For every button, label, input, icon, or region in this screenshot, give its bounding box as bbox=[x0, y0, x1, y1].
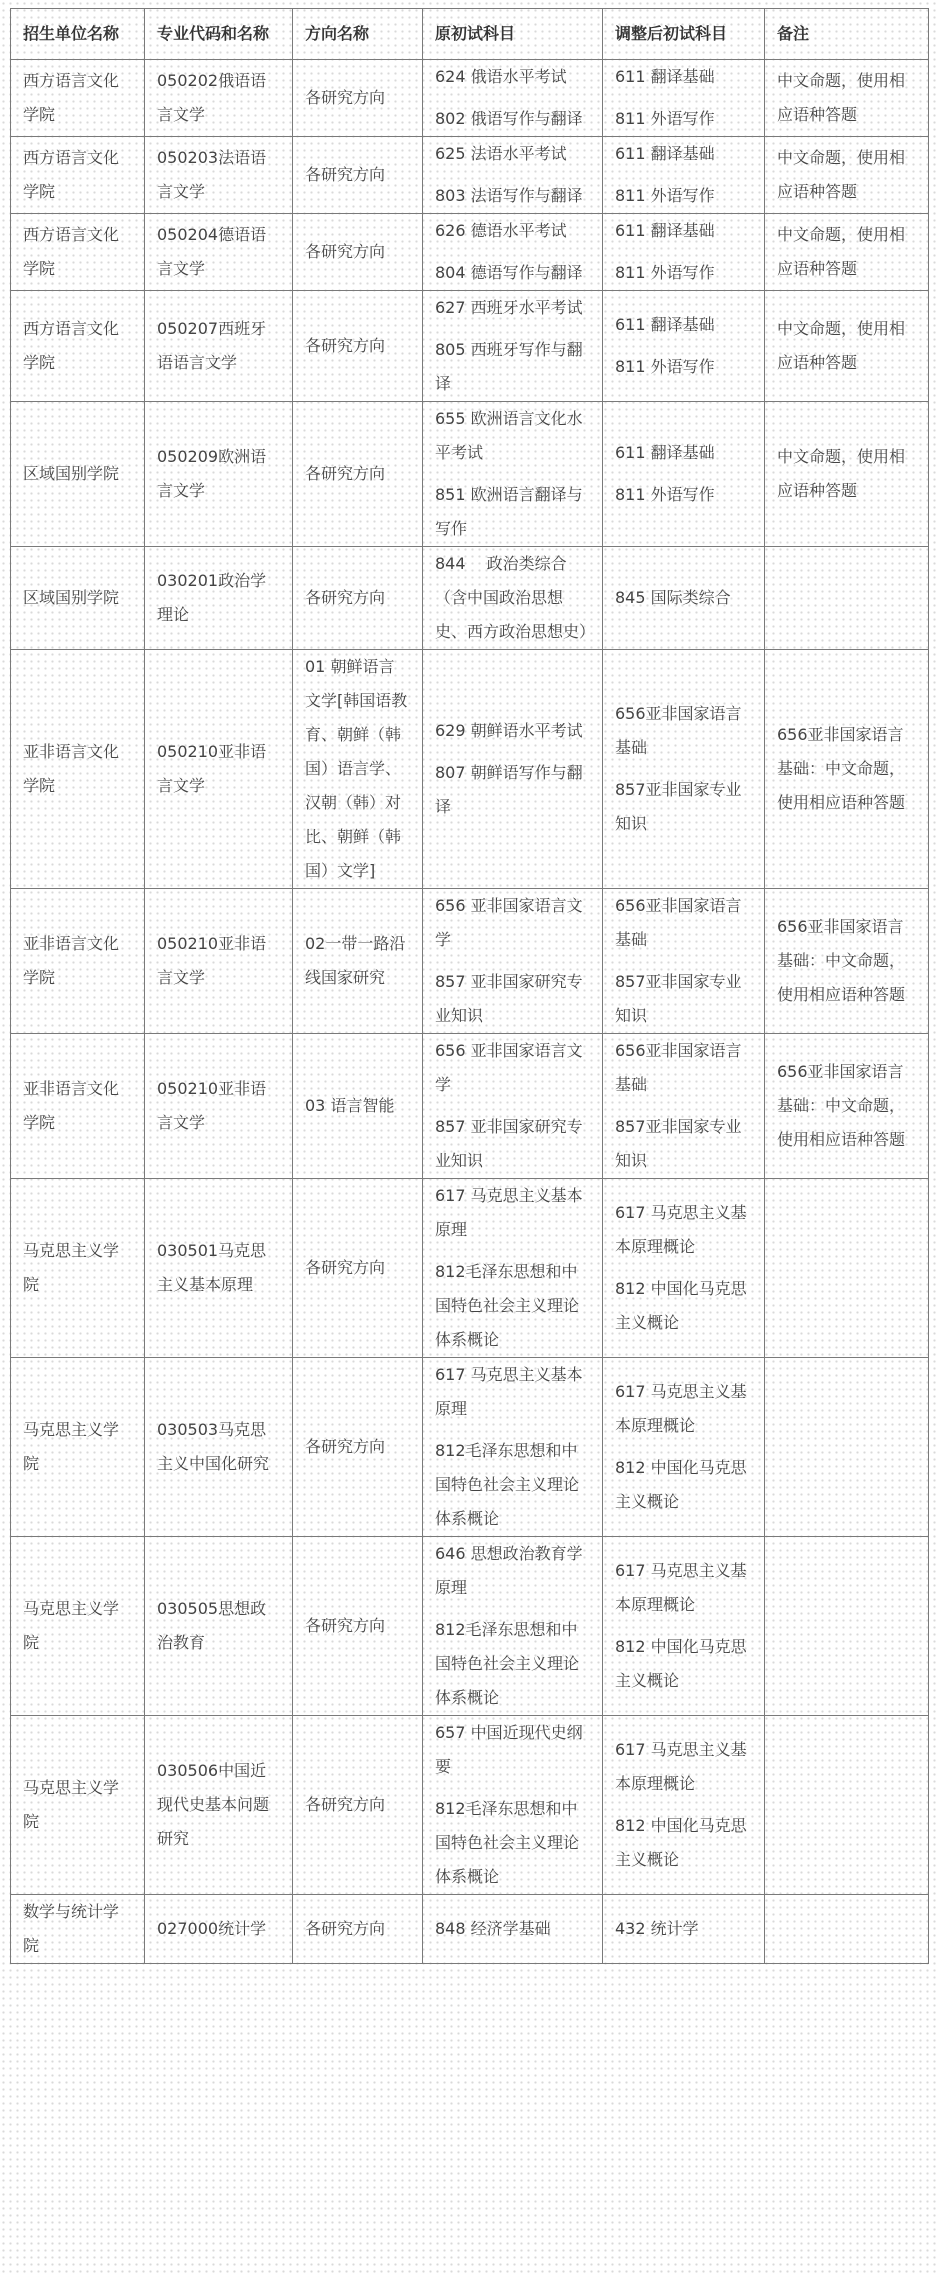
original-subjects-cell bbox=[423, 547, 603, 650]
direction-cell: 各研究方向 bbox=[293, 60, 423, 137]
adjusted-subjects-cell-line: 432 统计学 bbox=[615, 1919, 699, 1938]
note-cell: 656亚非国家语言基础：中文命题，使用相应语种答题 bbox=[765, 889, 929, 1034]
adjusted-subjects-cell-line: 845 国际类综合 bbox=[615, 588, 731, 607]
major-cell: 030505思想政治教育 bbox=[145, 1537, 293, 1716]
major-cell: 050204德语语言文学 bbox=[145, 214, 293, 291]
adjusted-subjects-cell-line: 811 外语写作 bbox=[615, 263, 715, 282]
original-subjects-cell-line: 656 亚非国家语言文学 bbox=[435, 1041, 583, 1094]
original-subjects-cell bbox=[423, 291, 603, 402]
table-row bbox=[11, 137, 929, 214]
adjusted-subjects-cell-line: 811 外语写作 bbox=[615, 357, 715, 376]
adjusted-subjects-cell-line: 857亚非国家专业知识 bbox=[615, 1117, 742, 1170]
original-subjects-cell bbox=[423, 889, 603, 1034]
direction-cell: 03 语言智能 bbox=[293, 1034, 423, 1179]
note-cell bbox=[765, 547, 929, 650]
unit-cell: 马克思主义学院 bbox=[11, 1716, 145, 1895]
adjusted-subjects-cell bbox=[603, 291, 765, 402]
major-cell: 030201政治学理论 bbox=[145, 547, 293, 650]
original-subjects-cell bbox=[423, 214, 603, 291]
adjusted-subjects-cell-line: 812 中国化马克思主义概论 bbox=[615, 1279, 747, 1332]
table-row bbox=[11, 1895, 929, 1964]
original-subjects-cell-line: 807 朝鲜语写作与翻译 bbox=[435, 763, 583, 816]
original-subjects-cell-line: 629 朝鲜语水平考试 bbox=[435, 721, 583, 740]
major-cell: 050203法语语言文学 bbox=[145, 137, 293, 214]
exam-adjustment-document bbox=[10, 8, 928, 1964]
original-subjects-cell-line: 627 西班牙水平考试 bbox=[435, 298, 583, 317]
original-subjects-cell-line: 657 中国近现代史纲要 bbox=[435, 1723, 583, 1776]
unit-cell: 马克思主义学院 bbox=[11, 1537, 145, 1716]
major-cell: 050210亚非语言文学 bbox=[145, 889, 293, 1034]
adjusted-subjects-cell-line: 656亚非国家语言基础 bbox=[615, 896, 742, 949]
original-subjects-cell-line: 812毛泽东思想和中国特色社会主义理论体系概论 bbox=[435, 1262, 580, 1349]
note-cell bbox=[765, 1358, 929, 1537]
adjusted-subjects-cell bbox=[603, 60, 765, 137]
original-subjects-cell-line: 857 亚非国家研究专业知识 bbox=[435, 972, 583, 1025]
original-subjects-cell bbox=[423, 137, 603, 214]
adjusted-subjects-cell-line: 812 中国化马克思主义概论 bbox=[615, 1458, 747, 1511]
adjusted-subjects-cell-line: 857亚非国家专业知识 bbox=[615, 972, 742, 1025]
note-cell: 中文命题，使用相应语种答题 bbox=[765, 214, 929, 291]
original-subjects-cell bbox=[423, 1034, 603, 1179]
adjusted-subjects-cell bbox=[603, 1716, 765, 1895]
table-row bbox=[11, 214, 929, 291]
unit-cell: 区域国别学院 bbox=[11, 402, 145, 547]
direction-cell: 各研究方向 bbox=[293, 1537, 423, 1716]
unit-cell: 亚非语言文化学院 bbox=[11, 650, 145, 889]
table-row bbox=[11, 402, 929, 547]
adjusted-subjects-cell-line: 611 翻译基础 bbox=[615, 144, 715, 163]
adjusted-subjects-cell bbox=[603, 1034, 765, 1179]
note-cell bbox=[765, 1895, 929, 1964]
original-subjects-cell bbox=[423, 60, 603, 137]
header-direction: 方向名称 bbox=[293, 9, 423, 60]
table-row bbox=[11, 1716, 929, 1895]
original-subjects-cell-line: 812毛泽东思想和中国特色社会主义理论体系概论 bbox=[435, 1799, 580, 1886]
original-subjects-cell bbox=[423, 1358, 603, 1537]
unit-cell: 亚非语言文化学院 bbox=[11, 1034, 145, 1179]
adjusted-subjects-cell-line: 812 中国化马克思主义概论 bbox=[615, 1637, 747, 1690]
adjusted-subjects-cell-line: 617 马克思主义基本原理概论 bbox=[615, 1561, 747, 1614]
direction-cell: 各研究方向 bbox=[293, 1716, 423, 1895]
original-subjects-cell-line: 625 法语水平考试 bbox=[435, 144, 567, 163]
header-major: 专业代码和名称 bbox=[145, 9, 293, 60]
unit-cell: 亚非语言文化学院 bbox=[11, 889, 145, 1034]
table-row bbox=[11, 1179, 929, 1358]
major-cell: 030506中国近现代史基本问题研究 bbox=[145, 1716, 293, 1895]
original-subjects-cell-line: 803 法语写作与翻译 bbox=[435, 186, 583, 205]
adjusted-subjects-cell bbox=[603, 137, 765, 214]
original-subjects-cell-line: 802 俄语写作与翻译 bbox=[435, 109, 583, 128]
unit-cell: 区域国别学院 bbox=[11, 547, 145, 650]
major-cell: 050210亚非语言文学 bbox=[145, 650, 293, 889]
header-unit: 招生单位名称 bbox=[11, 9, 145, 60]
major-cell: 050202俄语语言文学 bbox=[145, 60, 293, 137]
major-cell: 050207西班牙语语言文学 bbox=[145, 291, 293, 402]
adjusted-subjects-cell bbox=[603, 1537, 765, 1716]
unit-cell: 西方语言文化学院 bbox=[11, 214, 145, 291]
adjusted-subjects-cell-line: 611 翻译基础 bbox=[615, 443, 715, 462]
adjusted-subjects-cell-line: 811 外语写作 bbox=[615, 109, 715, 128]
note-cell bbox=[765, 1716, 929, 1895]
adjusted-subjects-cell-line: 611 翻译基础 bbox=[615, 315, 715, 334]
adjusted-subjects-cell-line: 811 外语写作 bbox=[615, 186, 715, 205]
direction-cell: 各研究方向 bbox=[293, 137, 423, 214]
adjusted-subjects-cell-line: 617 马克思主义基本原理概论 bbox=[615, 1740, 747, 1793]
original-subjects-cell-line: 848 经济学基础 bbox=[435, 1919, 551, 1938]
header-original-subjects: 原初试科目 bbox=[423, 9, 603, 60]
original-subjects-cell bbox=[423, 1179, 603, 1358]
original-subjects-cell bbox=[423, 650, 603, 889]
original-subjects-cell bbox=[423, 1895, 603, 1964]
major-cell: 050210亚非语言文学 bbox=[145, 1034, 293, 1179]
adjusted-subjects-cell-line: 617 马克思主义基本原理概论 bbox=[615, 1382, 747, 1435]
adjusted-subjects-cell bbox=[603, 650, 765, 889]
adjusted-subjects-cell-line: 656亚非国家语言基础 bbox=[615, 704, 742, 757]
adjusted-subjects-cell-line: 611 翻译基础 bbox=[615, 221, 715, 240]
original-subjects-cell-line: 805 西班牙写作与翻译 bbox=[435, 340, 583, 393]
adjusted-subjects-cell-line: 811 外语写作 bbox=[615, 485, 715, 504]
note-cell: 656亚非国家语言基础：中文命题，使用相应语种答题 bbox=[765, 1034, 929, 1179]
adjusted-subjects-cell-line: 656亚非国家语言基础 bbox=[615, 1041, 742, 1094]
note-cell bbox=[765, 1537, 929, 1716]
note-cell: 中文命题，使用相应语种答题 bbox=[765, 137, 929, 214]
adjusted-subjects-cell bbox=[603, 1179, 765, 1358]
original-subjects-cell-line: 626 德语水平考试 bbox=[435, 221, 567, 240]
table-header-row bbox=[11, 9, 929, 60]
adjusted-subjects-cell-line: 611 翻译基础 bbox=[615, 67, 715, 86]
table-row bbox=[11, 291, 929, 402]
unit-cell: 西方语言文化学院 bbox=[11, 137, 145, 214]
original-subjects-cell-line: 617 马克思主义基本原理 bbox=[435, 1186, 583, 1239]
table-row bbox=[11, 1537, 929, 1716]
table-row bbox=[11, 1358, 929, 1537]
table-row bbox=[11, 60, 929, 137]
direction-cell: 02一带一路沿线国家研究 bbox=[293, 889, 423, 1034]
direction-cell: 各研究方向 bbox=[293, 1358, 423, 1537]
unit-cell: 马克思主义学院 bbox=[11, 1358, 145, 1537]
direction-cell: 01 朝鲜语言文学[韩国语教育、朝鲜（韩国）语言学、汉朝（韩）对比、朝鲜（韩国）文学] bbox=[293, 650, 423, 889]
original-subjects-cell-line: 812毛泽东思想和中国特色社会主义理论体系概论 bbox=[435, 1620, 580, 1707]
original-subjects-cell-line: 851 欧洲语言翻译与写作 bbox=[435, 485, 583, 538]
original-subjects-cell-line: 656 亚非国家语言文学 bbox=[435, 896, 583, 949]
note-cell: 656亚非国家语言基础：中文命题，使用相应语种答题 bbox=[765, 650, 929, 889]
major-cell: 027000统计学 bbox=[145, 1895, 293, 1964]
original-subjects-cell-line: 812毛泽东思想和中国特色社会主义理论体系概论 bbox=[435, 1441, 580, 1528]
original-subjects-cell-line: 804 德语写作与翻译 bbox=[435, 263, 583, 282]
adjusted-subjects-cell bbox=[603, 1358, 765, 1537]
direction-cell: 各研究方向 bbox=[293, 291, 423, 402]
adjusted-subjects-cell-line: 857亚非国家专业知识 bbox=[615, 780, 742, 833]
note-cell: 中文命题，使用相应语种答题 bbox=[765, 402, 929, 547]
adjusted-subjects-cell bbox=[603, 402, 765, 547]
original-subjects-cell-line: 617 马克思主义基本原理 bbox=[435, 1365, 583, 1418]
major-cell: 030503马克思主义中国化研究 bbox=[145, 1358, 293, 1537]
original-subjects-cell-line: 844 政治类综合（含中国政治思想史、西方政治思想史） bbox=[435, 554, 596, 641]
adjusted-subjects-cell bbox=[603, 1895, 765, 1964]
direction-cell: 各研究方向 bbox=[293, 547, 423, 650]
adjusted-subjects-cell bbox=[603, 214, 765, 291]
unit-cell: 数学与统计学院 bbox=[11, 1895, 145, 1964]
adjusted-subjects-cell-line: 812 中国化马克思主义概论 bbox=[615, 1816, 747, 1869]
original-subjects-cell bbox=[423, 1716, 603, 1895]
header-note: 备注 bbox=[765, 9, 929, 60]
major-cell: 030501马克思主义基本原理 bbox=[145, 1179, 293, 1358]
original-subjects-cell bbox=[423, 1537, 603, 1716]
direction-cell: 各研究方向 bbox=[293, 1179, 423, 1358]
exam-subject-table bbox=[10, 8, 929, 1964]
direction-cell: 各研究方向 bbox=[293, 1895, 423, 1964]
adjusted-subjects-cell-line: 617 马克思主义基本原理概论 bbox=[615, 1203, 747, 1256]
unit-cell: 马克思主义学院 bbox=[11, 1179, 145, 1358]
note-cell bbox=[765, 1179, 929, 1358]
unit-cell: 西方语言文化学院 bbox=[11, 291, 145, 402]
adjusted-subjects-cell bbox=[603, 889, 765, 1034]
header-adjusted-subjects: 调整后初试科目 bbox=[603, 9, 765, 60]
original-subjects-cell-line: 857 亚非国家研究专业知识 bbox=[435, 1117, 583, 1170]
original-subjects-cell-line: 655 欧洲语言文化水平考试 bbox=[435, 409, 583, 462]
direction-cell: 各研究方向 bbox=[293, 214, 423, 291]
original-subjects-cell-line: 624 俄语水平考试 bbox=[435, 67, 567, 86]
note-cell: 中文命题，使用相应语种答题 bbox=[765, 291, 929, 402]
table-row bbox=[11, 650, 929, 889]
table-row bbox=[11, 889, 929, 1034]
original-subjects-cell-line: 646 思想政治教育学原理 bbox=[435, 1544, 583, 1597]
original-subjects-cell bbox=[423, 402, 603, 547]
table-row bbox=[11, 1034, 929, 1179]
table-row bbox=[11, 547, 929, 650]
adjusted-subjects-cell bbox=[603, 547, 765, 650]
direction-cell: 各研究方向 bbox=[293, 402, 423, 547]
note-cell: 中文命题，使用相应语种答题 bbox=[765, 60, 929, 137]
unit-cell: 西方语言文化学院 bbox=[11, 60, 145, 137]
major-cell: 050209欧洲语言文学 bbox=[145, 402, 293, 547]
